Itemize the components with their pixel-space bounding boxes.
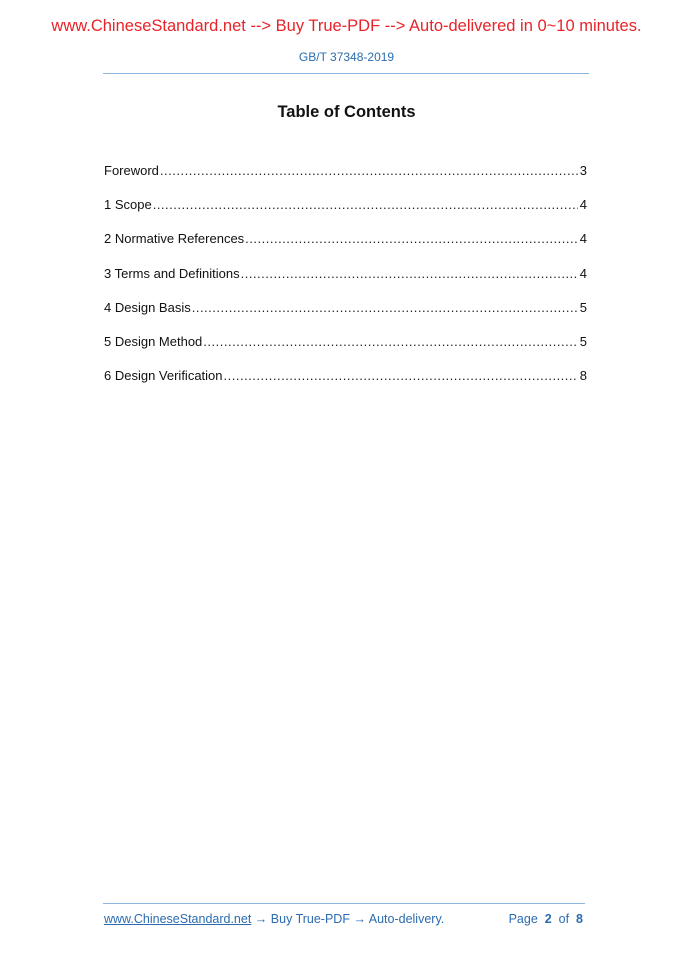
promo-banner: www.ChineseStandard.net --> Buy True-PDF --> Auto-delivered in 0~10 minutes. — [51, 17, 642, 35]
toc-leader-dots — [224, 367, 578, 385]
toc-entry-page: 5 — [579, 333, 587, 349]
toc-leader-dots — [203, 333, 578, 351]
toc-entry-page: 4 — [579, 197, 587, 213]
footer-site-link[interactable]: www.ChineseStandard.net — [104, 912, 252, 926]
arrow-right-icon: → — [353, 912, 366, 926]
toc-leader-dots — [153, 196, 578, 214]
page-total: 8 — [576, 912, 583, 926]
toc-entry-design-basis[interactable] — [104, 299, 587, 333]
toc-entry-page: 5 — [579, 299, 587, 315]
page-current: 2 — [544, 912, 552, 926]
footer-promo — [104, 912, 444, 926]
toc-leader-dots — [245, 230, 578, 248]
toc-entry-text: 2 Normative References — [104, 231, 245, 247]
standard-code: GB/T 37348-2019 — [298, 50, 395, 64]
toc-title: Table of Contents — [277, 103, 416, 121]
page-of-label: of — [558, 912, 570, 926]
toc-entry-terms-definitions[interactable] — [104, 265, 587, 299]
page-indicator — [509, 912, 583, 926]
toc-entry-foreword[interactable] — [104, 162, 587, 196]
toc-entry-text: 6 Design Verification — [104, 368, 223, 384]
page-label: Page — [508, 912, 538, 926]
toc-entry-design-method[interactable] — [104, 333, 587, 367]
page-footer — [104, 912, 585, 930]
footer-delivery-text: Auto-delivery. — [368, 912, 445, 926]
toc-entry-page: 4 — [579, 265, 587, 281]
footer-buy-text: Buy True-PDF — [270, 912, 350, 926]
toc-entry-scope[interactable] — [104, 196, 587, 230]
toc-entry-text: 3 Terms and Definitions — [104, 265, 240, 281]
toc-list — [104, 162, 587, 401]
toc-entry-page: 8 — [579, 368, 587, 384]
toc-leader-dots — [160, 162, 578, 180]
toc-leader-dots — [192, 299, 578, 317]
toc-entry-text: Foreword — [104, 163, 159, 178]
footer-divider — [103, 903, 585, 904]
toc-entry-page: 4 — [579, 231, 587, 247]
toc-entry-text: 5 Design Method — [104, 333, 203, 349]
header-divider — [103, 73, 589, 74]
toc-entry-page: 3 — [579, 163, 587, 178]
toc-leader-dots — [241, 265, 578, 283]
toc-entry-design-verification[interactable] — [104, 367, 587, 401]
toc-entry-text: 4 Design Basis — [104, 299, 191, 315]
toc-entry-text: 1 Scope — [104, 197, 152, 213]
arrow-right-icon: → — [254, 912, 268, 926]
toc-entry-normative-references[interactable] — [104, 230, 587, 264]
